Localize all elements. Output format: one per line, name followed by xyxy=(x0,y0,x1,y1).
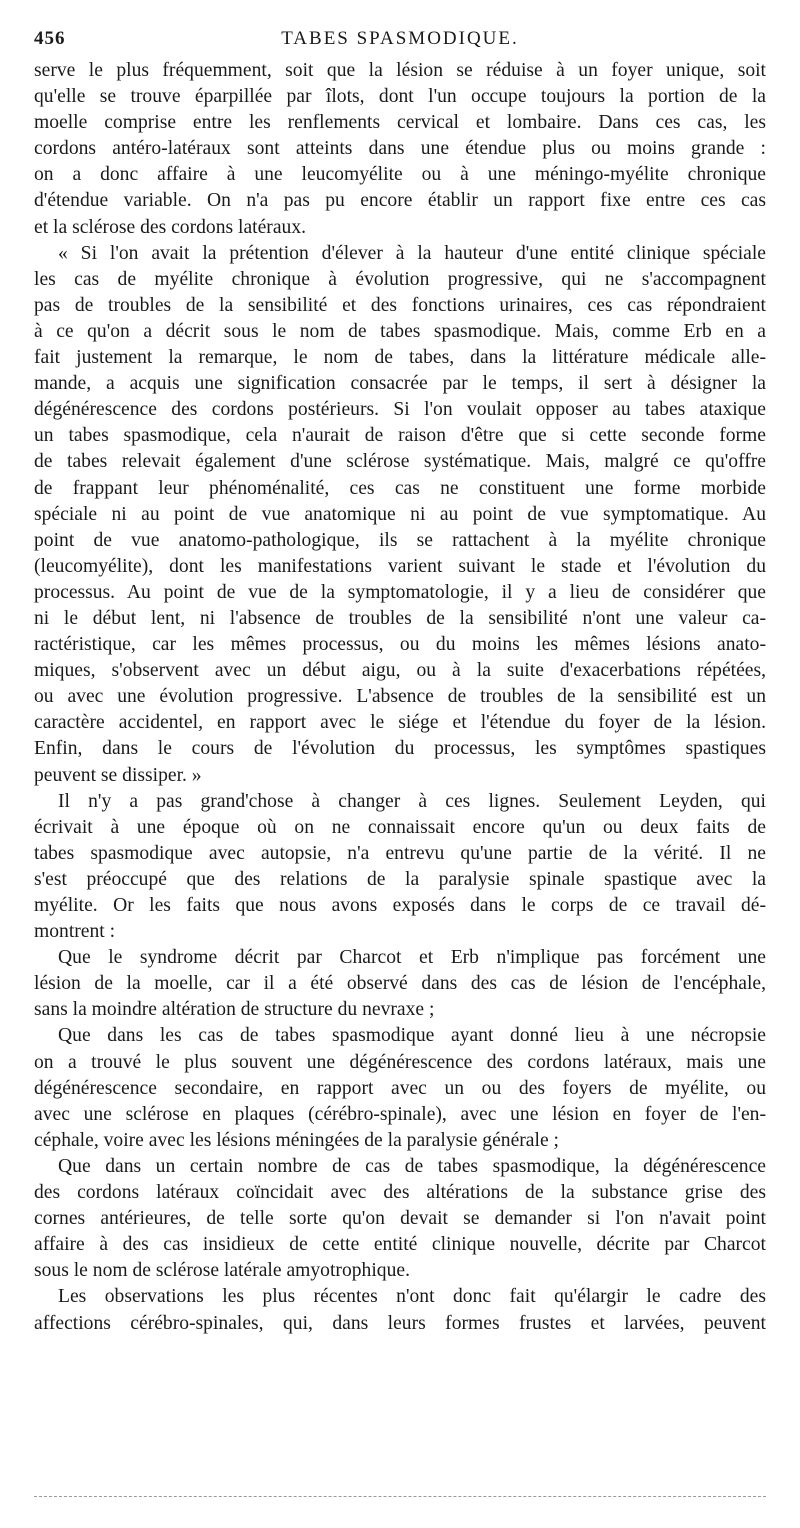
text-line: de frappant leur phénoménalité, ces cas ne constituent une forme morbide xyxy=(34,477,766,499)
text-line: Les observations les plus récentes n'ont donc fait qu'élargir le cadre des xyxy=(58,1286,766,1308)
page-number: 456 xyxy=(34,28,66,49)
text-line: lésion de la moelle, car il a été observé dans des cas de lésion de l'encéphale, xyxy=(34,973,766,995)
text-line: myélite. Or les faits que nous avons exposés dans le corps de ce travail dé- xyxy=(34,895,766,916)
text-line: miques, s'observent avec un début aigu, ou à la suite d'exacerbations répétées, xyxy=(34,660,766,682)
text-line: cornes antérieures, de telle sorte qu'on devait se demander si l'on n'avait point xyxy=(34,1208,766,1230)
text-line: Enfin, dans le cours de l'évolution du processus, les symptômes spastiques xyxy=(34,738,766,760)
text-line: caractère accidentel, en rapport avec le siége et l'étendue du foyer de la lésion. xyxy=(34,712,766,734)
text-line: pas de troubles de la sensibilité et des fonctions urinaires, ces cas répondraient xyxy=(34,294,766,316)
text-line: sans la moindre altération de structure du nevraxe ; xyxy=(34,999,435,1021)
text-line: ractéristique, car les mêmes processus, ou du moins les mêmes lésions anato- xyxy=(34,634,766,656)
text-line: montrent : xyxy=(34,921,116,943)
book-page xyxy=(34,28,766,1337)
text-line: céphale, voire avec les lésions méningées de la paralysie générale ; xyxy=(34,1129,559,1151)
text-line: dégénérescence secondaire, en rapport avec un ou des foyers de myélite, ou xyxy=(34,1077,766,1099)
text-line: processus. Au point de vue de la symptomatologie, il y a lieu de considérer que xyxy=(34,581,766,603)
text-line: dégénérescence des cordons postérieurs. Si l'on voulait opposer au tabes ataxique xyxy=(34,399,766,421)
text-line: tabes spasmodique avec autopsie, n'a entrevu qu'une partie de la vérité. Il ne xyxy=(34,842,766,864)
text-line: fait justement la remarque, le nom de tabes, dans la littérature médicale alle- xyxy=(34,347,766,369)
text-line: des cordons latéraux coïncidait avec des altérations de la substance grise des xyxy=(34,1182,766,1204)
text-line: on a trouvé le plus souvent une dégénérescence des cordons latéraux, mais une xyxy=(34,1051,766,1073)
text-line: cordons antéro-latéraux sont atteints dans une étendue plus ou moins grande : xyxy=(34,138,766,160)
text-line: Que dans un certain nombre de cas de tabes spasmodique, la dégénérescence xyxy=(58,1155,766,1177)
text-line: avec une sclérose en plaques (cérébro-spinale), avec une lésion en foyer de l'en- xyxy=(34,1103,766,1125)
text-line: un tabes spasmodique, cela n'aurait de raison d'être que si cette seconde forme xyxy=(34,425,766,447)
text-line: de tabes relevait également d'une sclérose systématique. Mais, malgré ce qu'offre xyxy=(34,451,766,473)
body-text xyxy=(34,58,766,1337)
footer-rule xyxy=(34,1496,766,1497)
text-line: sous le nom de sclérose latérale amyotrophique. xyxy=(34,1260,410,1282)
text-line: spéciale ni au point de vue anatomique ni au point de vue symptomatique. Au xyxy=(34,503,766,525)
text-line: Que le syndrome décrit par Charcot et Erb n'implique pas forcément une xyxy=(58,947,766,969)
text-line: et la sclérose des cordons latéraux. xyxy=(34,216,307,238)
text-line: à ce qu'on a décrit sous le nom de tabes spasmodique. Mais, comme Erb en a xyxy=(34,320,766,342)
text-line: Il n'y a pas grand'chose à changer à ces lignes. Seulement Leyden, qui xyxy=(58,790,766,812)
text-line: les cas de myélite chronique à évolution progressive, qui ne s'accompagnent xyxy=(34,268,766,290)
text-line: qu'elle se trouve éparpillée par îlots, dont l'un occupe toujours la portion de la xyxy=(34,86,766,108)
text-line: (leucomyélite), dont les manifestations varient suivant le stade et l'évolution du xyxy=(34,555,766,577)
text-line: ou avec une évolution progressive. L'absence de troubles de la sensibilité est un xyxy=(34,686,766,708)
text-line: peuvent se dissiper. » xyxy=(34,764,202,786)
text-line: on a donc affaire à une leucomyélite ou à une méningo-myélite chronique xyxy=(34,164,766,186)
text-line: Que dans les cas de tabes spasmodique ayant donné lieu à une nécropsie xyxy=(58,1025,766,1047)
page-header xyxy=(34,28,766,58)
text-line: serve le plus fréquemment, soit que la lésion se réduise à un foyer unique, soit xyxy=(34,60,766,81)
text-line: d'étendue variable. On n'a pas pu encore établir un rapport fixe entre ces cas xyxy=(34,190,766,212)
running-title: TABES SPASMODIQUE. xyxy=(281,28,519,49)
text-line: moelle comprise entre les renflements cervical et lombaire. Dans ces cas, les xyxy=(34,112,766,134)
text-line: mande, a acquis une signification consacrée par le temps, il sert à désigner la xyxy=(34,373,766,395)
text-line: s'est préoccupé que des relations de la paralysie spinale spastique avec la xyxy=(34,868,766,890)
text-line: point de vue anatomo-pathologique, ils se rattachent à la myélite chronique xyxy=(34,529,766,551)
text-line: affections cérébro-spinales, qui, dans leurs formes frustes et larvées, peuvent xyxy=(34,1312,766,1334)
text-line: écrivait à une époque où on ne connaissait encore qu'un ou deux faits de xyxy=(34,816,766,838)
text-line: « Si l'on avait la prétention d'élever à la hauteur d'une entité clinique spéciale xyxy=(58,242,766,264)
text-line: ni le début lent, ni l'absence de troubles de la sensibilité n'ont une valeur ca- xyxy=(34,607,766,629)
text-line: affaire à des cas insidieux de cette entité clinique nouvelle, décrite par Charcot xyxy=(34,1234,766,1256)
